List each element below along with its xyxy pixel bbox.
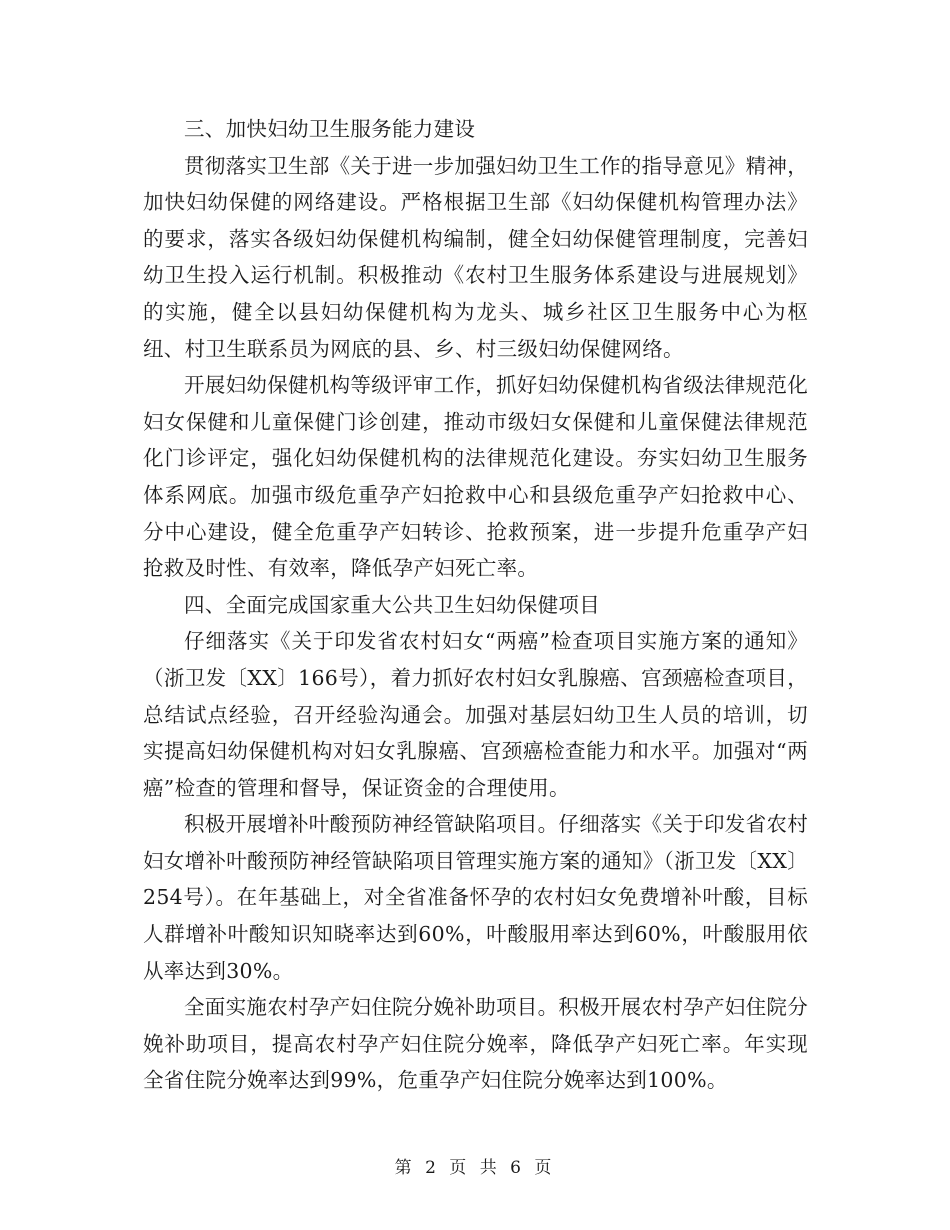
page-footer: 第 2 页 共 6 页 — [394, 1158, 556, 1178]
paragraph: 仔细落实《关于印发省农村妇女“两癌”检查项目实施方案的通知》（浙卫发〔XX〕166号），着力抓好农村妇女乳腺癌、宫颈癌检查项目，总结试点经验，召开经验沟通会。加强对基层妇幼卫生人员的培训，切实提高妇幼保健机构对妇女乳腺癌、宫颈癌检查能力和水平。加强对“两癌”检查的管理和督导，保证资金的合理使用。 — [143, 629, 808, 800]
paragraph: 积极开展增补叶酸预防神经管缺陷项目。仔细落实《关于印发省农村妇女增补叶酸预防神经管缺陷项目管理实施方案的通知》（浙卫发〔XX〕254号）。在年基础上，对全省准备怀孕的农村妇女免费增补叶酸，目标人群增补叶酸知识知晓率达到60%，叶酸服用率达到60%，叶酸服用依从率达到30%。 — [143, 812, 808, 983]
document-body — [143, 111, 808, 1099]
paragraph: 开展妇幼保健机构等级评审工作，抓好妇幼保健机构省级法律规范化妇女保健和儿童保健门诊创建，推动市级妇女保健和儿童保健法律规范化门诊评定，强化妇幼保健机构的法律规范化建设。夯实妇幼卫生服务体系网底。加强市级危重孕产妇抢救中心和县级危重孕产妇抢救中心、分中心建设，健全危重孕产妇转诊、抢救预案，进一步提升危重孕产妇抢救及时性、有效率，降低孕产妇死亡率。 — [143, 373, 808, 581]
paragraph: 贯彻落实卫生部《关于进一步加强妇幼卫生工作的指导意见》精神，加快妇幼保健的网络建设。严格根据卫生部《妇幼保健机构管理办法》的要求，落实各级妇幼保健机构编制，健全妇幼保健管理制度，完善妇幼卫生投入运行机制。积极推动《农村卫生服务体系建设与进展规划》的实施，健全以县妇幼保健机构为龙头、城乡社区卫生服务中心为枢纽、村卫生联系员为网底的县、乡、村三级妇幼保健网络。 — [143, 153, 808, 361]
section-heading: 三、加快妇幼卫生服务能力建设 — [184, 117, 476, 141]
section-heading: 四、全面完成国家重大公共卫生妇幼保健项目 — [184, 592, 600, 617]
paragraph: 全面实施农村孕产妇住院分娩补助项目。积极开展农村孕产妇住院分娩补助项目，提高农村孕产妇住院分娩率，降低孕产妇死亡率。年实现全省住院分娩率达到99%，危重孕产妇住院分娩率达到100%。 — [143, 995, 808, 1093]
